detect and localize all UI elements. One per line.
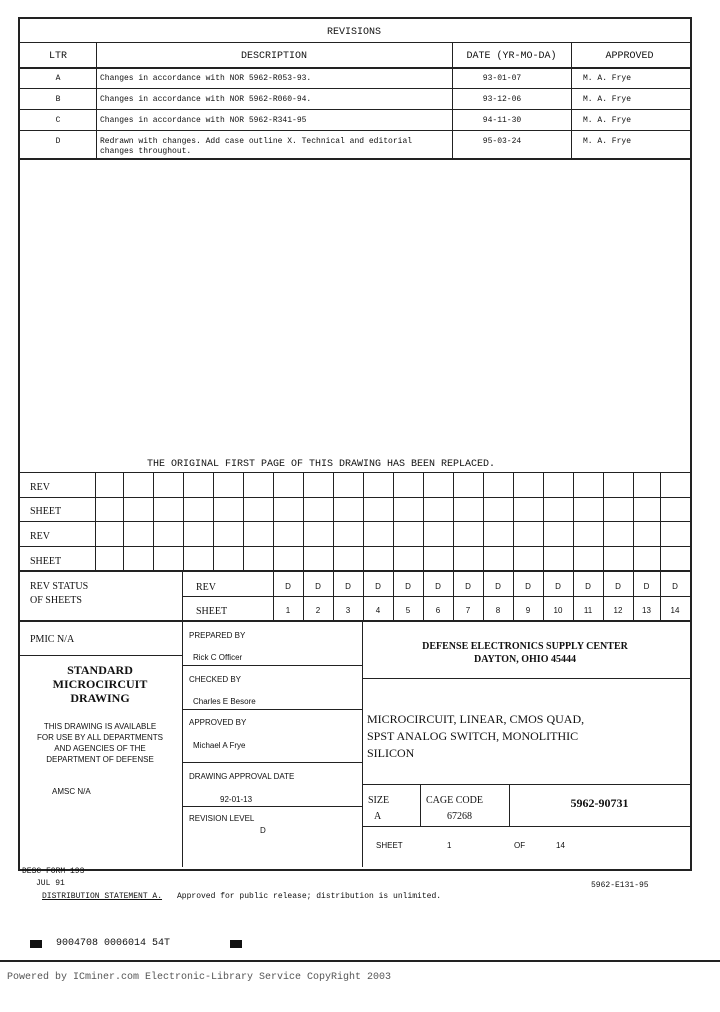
form-date: JUL 91 <box>36 879 65 888</box>
status-sheet-number: 9 <box>525 606 531 615</box>
status-sheet-number: 1 <box>285 606 291 615</box>
agency-line1: DEFENSE ELECTRONICS SUPPLY CENTER <box>422 641 628 652</box>
distribution-text: Approved for public release; distribution is unlimited. <box>177 892 442 901</box>
approved-by-label: APPROVED BY <box>189 718 247 727</box>
sheet-label: SHEET <box>376 841 403 850</box>
status-rev-value: D <box>285 582 291 591</box>
cage-code-label: CAGE CODE <box>426 795 483 806</box>
status-rev-value: D <box>615 582 621 591</box>
title-line3: SILICON <box>367 746 415 760</box>
revision-level-label: REVISION LEVEL <box>189 814 255 823</box>
distribution-label: DISTRIBUTION STATEMENT A. <box>42 892 163 901</box>
doc-code: 5962-E131-95 <box>591 881 649 890</box>
status-rev-value: D <box>495 582 501 591</box>
status-rev-value: D <box>643 582 650 591</box>
status-sheet-number: 13 <box>642 606 651 615</box>
watermark-divider <box>0 960 720 962</box>
sheet-value: 1 <box>447 841 452 850</box>
availability-line1: THIS DRAWING IS AVAILABLE <box>43 722 157 731</box>
header-ltr: LTR <box>48 51 67 62</box>
status-sheet-number: 10 <box>553 606 563 615</box>
approval-date-label: DRAWING APPROVAL DATE <box>189 772 295 781</box>
watermark: Powered by ICminer.com Electronic-Library Service CopyRight 2003 <box>7 972 392 983</box>
approved-by-name: Michael A Frye <box>193 741 246 750</box>
agency-line2: DAYTON, OHIO 45444 <box>474 654 576 665</box>
amsc: AMSC N/A <box>52 787 91 796</box>
status-sheet-number: 8 <box>495 606 501 615</box>
status-sheet-number: 11 <box>583 606 593 615</box>
grid-rev-label: REV <box>30 482 50 493</box>
rev-status-label: REV STATUS <box>30 581 89 592</box>
standard-line1: STANDARD <box>67 663 133 677</box>
form-number: DESC FORM 193 <box>22 867 85 876</box>
title-line1: MICROCIRCUIT, LINEAR, CMOS QUAD, <box>367 712 585 726</box>
revisions-title-divider <box>18 42 690 43</box>
status-rev-value: D <box>555 582 561 591</box>
status-rev-value: D <box>465 582 471 591</box>
status-rev-label: REV <box>196 582 216 593</box>
checked-by-name: Charles E Besore <box>193 697 256 706</box>
status-rev-value: D <box>315 582 321 591</box>
availability-line2: FOR USE BY ALL DEPARTMENTS <box>37 733 163 742</box>
cage-code-value: 67268 <box>447 811 472 822</box>
grid-rev-label: REV <box>30 531 50 542</box>
revisions-title: REVISIONS <box>326 27 381 38</box>
status-sheet-number: 7 <box>465 606 471 615</box>
status-rev-value: D <box>672 582 678 591</box>
status-sheet-number: 5 <box>405 606 411 615</box>
barcode-number: 9004708 0006014 54T <box>56 938 171 949</box>
header-approved: APPROVED <box>605 51 654 62</box>
prepared-by-name: Rick C Officer <box>193 653 243 662</box>
revision-level-value: D <box>260 826 266 835</box>
standard-line3: DRAWING <box>70 691 130 705</box>
status-sheet-number: 2 <box>315 606 321 615</box>
status-sheet-label: SHEET <box>196 606 228 617</box>
header-description: DESCRIPTION <box>240 51 307 62</box>
status-sheet-number: 6 <box>435 606 441 615</box>
title-line2: SPST ANALOG SWITCH, MONOLITHIC <box>367 729 579 743</box>
of-label: OF <box>514 841 526 850</box>
approval-date-value: 92-01-13 <box>220 795 253 804</box>
header-date: DATE (YR-MO-DA) <box>466 51 557 62</box>
status-rev-value: D <box>525 582 531 591</box>
drawing-number: 5962-90731 <box>570 796 629 810</box>
size-value: A <box>374 811 382 822</box>
grid-sheet-label: SHEET <box>30 506 62 517</box>
grid-sheet-label: SHEET <box>30 556 62 567</box>
status-rev-value: D <box>585 582 591 591</box>
availability-line3: AND AGENCIES OF THE <box>54 744 146 753</box>
status-rev-value: D <box>345 582 351 591</box>
pmic: PMIC N/A <box>30 634 75 645</box>
barcode-block-left <box>30 940 42 948</box>
checked-by-label: CHECKED BY <box>189 675 242 684</box>
barcode-block-right <box>230 940 242 948</box>
status-sheet-number: 12 <box>613 606 623 615</box>
status-rev-value: D <box>375 582 381 591</box>
status-sheet-number: 14 <box>670 606 680 615</box>
of-sheets-label: OF SHEETS <box>30 595 82 606</box>
status-sheet-number: 4 <box>375 606 381 615</box>
status-rev-value: D <box>435 582 441 591</box>
standard-line2: MICROCIRCUIT <box>52 677 148 691</box>
of-value: 14 <box>556 841 565 850</box>
size-label: SIZE <box>368 795 390 806</box>
status-sheet-number: 3 <box>345 606 351 615</box>
replaced-note: THE ORIGINAL FIRST PAGE OF THIS DRAWING HAS BEEN REPLACED. <box>147 459 496 470</box>
availability-line4: DEPARTMENT OF DEFENSE <box>46 755 154 764</box>
status-rev-value: D <box>405 582 411 591</box>
prepared-by-label: PREPARED BY <box>189 631 246 640</box>
